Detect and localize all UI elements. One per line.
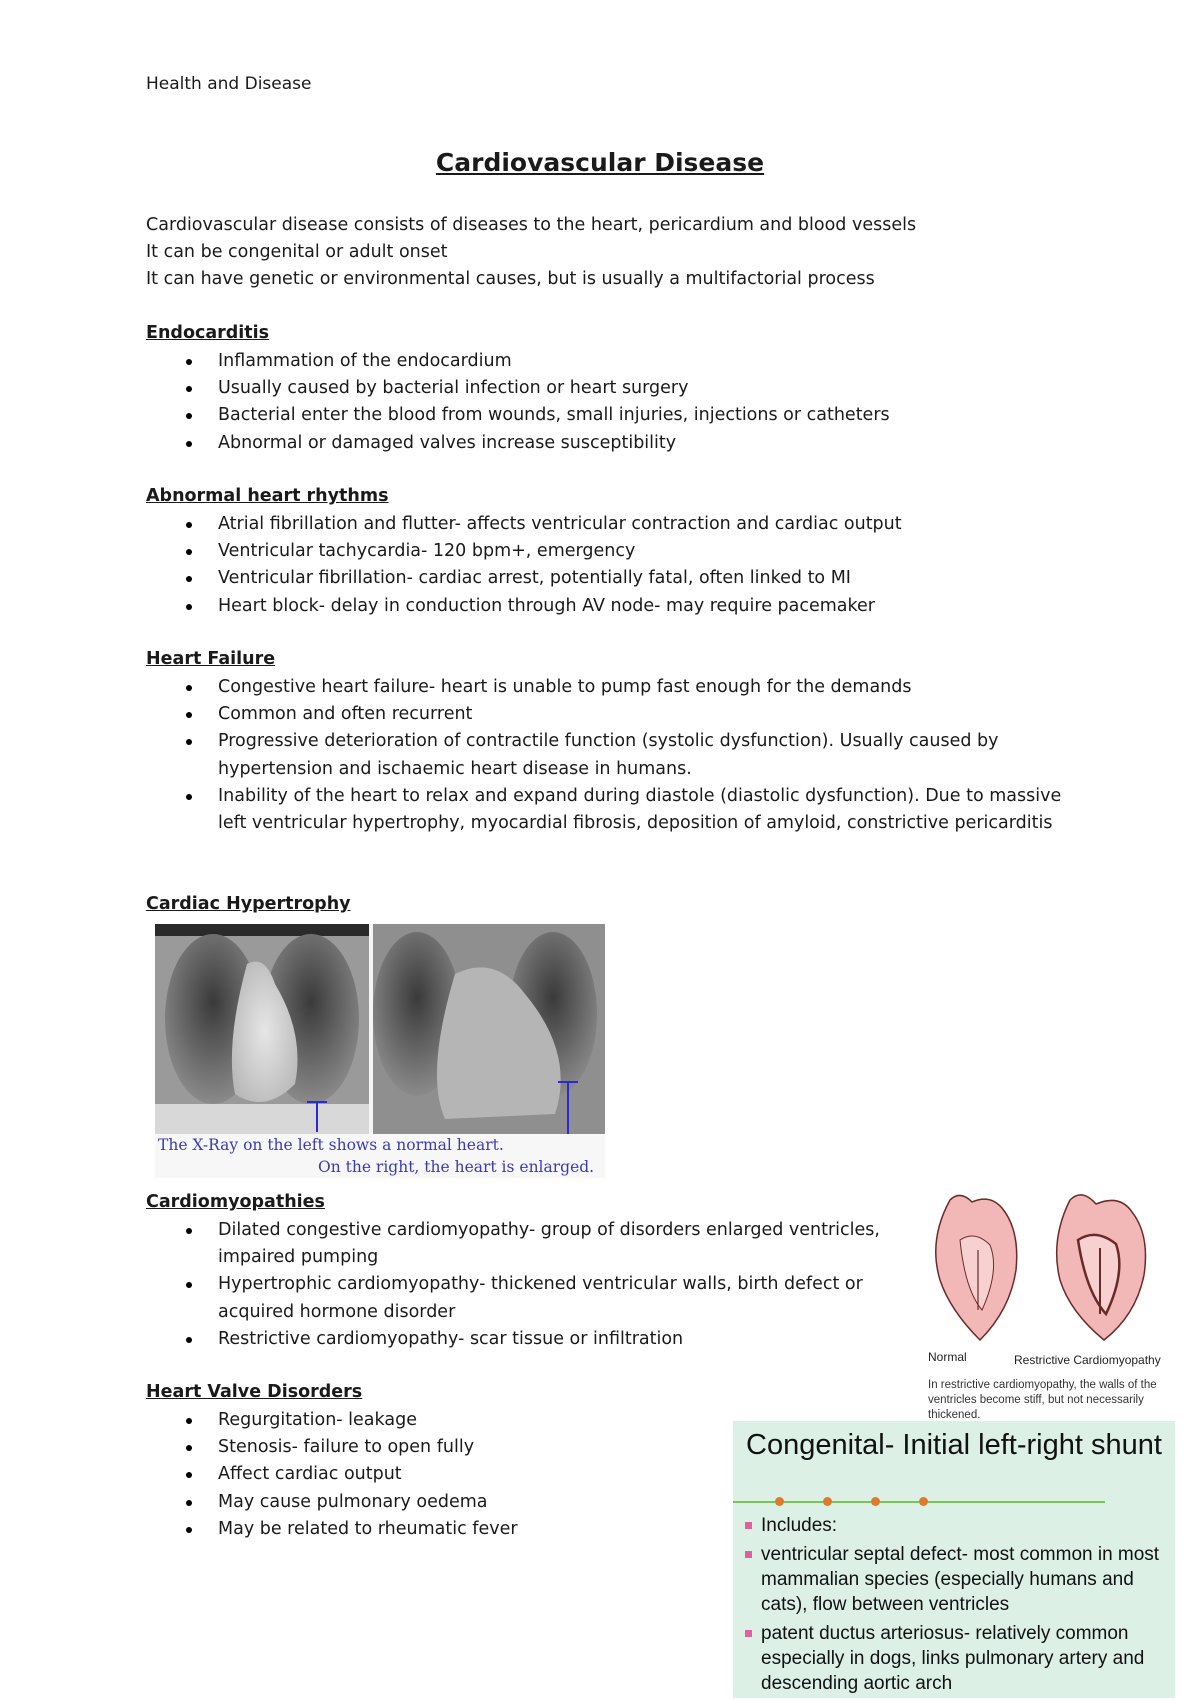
- heart-illustration: [920, 1190, 1180, 1350]
- section-heading-rhythms: Abnormal heart rhythms: [146, 486, 389, 506]
- slide-divider-dot: [919, 1497, 928, 1506]
- congenital-shunt-slide: [733, 1421, 1175, 1698]
- heart-failure-list: [146, 674, 1086, 837]
- chest-xray-comparison: [155, 924, 605, 1178]
- slide-title: Congenital- Initial left-right shunt: [746, 1429, 1162, 1461]
- intro-line: It can be congenital or adult onset: [146, 242, 448, 263]
- list-item: Inflammation of the endocardium: [146, 348, 1046, 375]
- section-heading-hypertrophy: Cardiac Hypertrophy: [146, 894, 351, 914]
- section-heading-heart-failure: Heart Failure: [146, 649, 276, 669]
- cardiomyopathy-heart-figure: [920, 1190, 1180, 1422]
- list-item: Ventricular fibrillation- cardiac arrest, potentially fatal, often linked to MI: [146, 565, 1066, 592]
- slide-bullet: Includes:: [743, 1513, 1163, 1538]
- page-title: Cardiovascular Disease: [435, 148, 765, 177]
- list-item: Congestive heart failure- heart is unable to pump fast enough for the demands: [146, 674, 1086, 701]
- list-item: Dilated congestive cardiomyopathy- group of disorders enlarged ventricles, impaired pumping: [146, 1217, 906, 1271]
- list-item: Affect cardiac output: [146, 1461, 706, 1488]
- list-item: Bacterial enter the blood from wounds, small injuries, injections or catheters: [146, 402, 1046, 429]
- restrictive-heart-drawing: [1057, 1195, 1146, 1340]
- normal-heart-drawing: [936, 1195, 1017, 1340]
- header-note: Health and Disease: [146, 74, 312, 94]
- xray-caption-right: On the right, the heart is enlarged.: [318, 1158, 595, 1176]
- section-heading-endocarditis: Endocarditis: [146, 323, 270, 343]
- list-item: Stenosis- failure to open fully: [146, 1434, 706, 1461]
- list-item: Usually caused by bacterial infection or heart surgery: [146, 375, 1046, 402]
- slide-divider-dot: [823, 1497, 832, 1506]
- xray-caption-left: The X-Ray on the left shows a normal heart.: [158, 1136, 504, 1154]
- list-item: Atrial fibrillation and flutter- affects ventricular contraction and cardiac output: [146, 511, 1066, 538]
- list-item: Regurgitation- leakage: [146, 1407, 706, 1434]
- endocarditis-list: [146, 348, 1046, 457]
- cardiomyopathies-list: [146, 1217, 906, 1353]
- section-heading-valves: Heart Valve Disorders: [146, 1382, 363, 1402]
- intro-line: It can have genetic or environmental causes, but is usually a multifactorial process: [146, 269, 875, 290]
- list-item: Common and often recurrent: [146, 701, 1086, 728]
- rhythms-list: [146, 511, 1066, 620]
- list-item: May be related to rheumatic fever: [146, 1516, 706, 1543]
- list-item: Heart block- delay in conduction through AV node- may require pacemaker: [146, 593, 1066, 620]
- valves-list: [146, 1407, 706, 1543]
- list-item: Hypertrophic cardiomyopathy- thickened ventricular walls, birth defect or acquired hormone disorder: [146, 1271, 906, 1325]
- slide-bullet-list: [743, 1513, 1163, 1700]
- slide-bullet: patent ductus arteriosus- relatively common especially in dogs, links pulmonary artery and descending aortic arch: [743, 1621, 1163, 1696]
- slide-divider-dot: [871, 1497, 880, 1506]
- intro-line: Cardiovascular disease consists of diseases to the heart, pericardium and blood vessels: [146, 215, 917, 235]
- list-item: Restrictive cardiomyopathy- scar tissue or infiltration: [146, 1326, 906, 1353]
- list-item: Progressive deterioration of contractile function (systolic dysfunction). Usually caused by hypertension and ischaemic heart disease in humans.: [146, 728, 1086, 782]
- intro-paragraph: [146, 212, 916, 294]
- slide-divider-dot: [775, 1497, 784, 1506]
- list-item: Inability of the heart to relax and expand during diastole (diastolic dysfunction). Due to massive left ventricular hypertrophy, myocardial fibrosis, deposition of amyloid, constrictive pericarditis: [146, 783, 1086, 837]
- heart-label-normal: Normal: [928, 1350, 967, 1364]
- heart-figure-caption: In restrictive cardiomyopathy, the walls of the ventricles become stiff, but not necessarily thickened.: [928, 1379, 1157, 1421]
- list-item: Ventricular tachycardia- 120 bpm+, emergency: [146, 538, 1066, 565]
- slide-bullet: ventricular septal defect- most common in most mammalian species (especially humans and cats), flow between ventricles: [743, 1542, 1163, 1617]
- heart-label-restrictive: Restrictive Cardiomyopathy: [1014, 1353, 1161, 1367]
- list-item: Abnormal or damaged valves increase susceptibility: [146, 430, 1046, 457]
- list-item: May cause pulmonary oedema: [146, 1489, 706, 1516]
- xray-image: [155, 924, 605, 1134]
- section-heading-cardiomyopathies: Cardiomyopathies: [146, 1192, 325, 1212]
